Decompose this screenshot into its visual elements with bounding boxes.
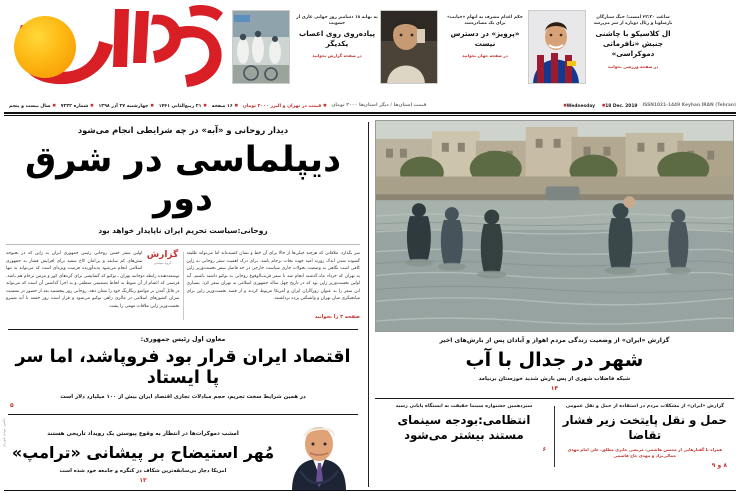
lead-body-columns <box>6 244 360 321</box>
third-story[interactable] <box>6 419 360 491</box>
header-rule-thick <box>4 112 736 114</box>
right-column <box>0 118 368 493</box>
sun-logo-icon <box>14 16 76 78</box>
teaser-headline: پیاده‌روی روی اعصاب یکدیگر <box>298 28 376 49</box>
teaser-clasico[interactable] <box>528 0 676 84</box>
teaser-musharraf[interactable] <box>380 0 528 84</box>
header-rule-thin <box>4 115 736 116</box>
info-year: ■ سال بیست و پنجم <box>9 103 56 109</box>
left-feature-subhead: شبکه فاضلاب شهری از پس بارش شدید خوزستان برنیامد <box>478 376 631 382</box>
third-kicker: امشب دموکرات‌ها در انتظار به وقوع پیوستن یک رویداد تاریخی هستند <box>47 431 239 438</box>
top-teaser-strip <box>0 0 740 98</box>
teaser-footer: در صفحه ورزشی بخوانید <box>607 63 659 69</box>
second-page-number[interactable]: ۵ <box>10 402 14 410</box>
see-page-link[interactable]: صفحه ۳ را بخوانید <box>314 313 360 320</box>
second-kicker: معاون اول رئیس جمهوری: <box>140 335 226 344</box>
main-content <box>0 118 740 493</box>
photo-credit: عکس: مهدی بلوریان <box>2 418 6 448</box>
teaser-walk-text <box>294 10 380 59</box>
info-weekday-latin: ■ Wednesday <box>561 103 595 109</box>
bottom-subhead: همراه با گفتارهایی از محسن هاشمی، مرتضی جابری مطلق، علی امام مهدی جمالی‌نژاد و مهدی حاج قاسمی <box>567 446 723 459</box>
info-date-bar <box>0 99 740 112</box>
bottom-kicker: گزارش «ایران» از مشکلات مردم در استفاده از حمل و نقل عمومی <box>565 403 724 409</box>
lead-kicker: دیدار روحانی و «آبه» در چه شرایطی انجام می‌شود <box>77 125 289 135</box>
info-gregorian-date: ■ 18 Dec. 2019 <box>600 103 638 109</box>
bottom-story-transport[interactable] <box>556 404 734 469</box>
bottom-headline: انتظامی:بودجه سینمای مستند بیشتر می‌شود <box>397 412 531 442</box>
teaser-footer: در صفحه گزارش بخوانید <box>312 53 362 59</box>
lead-paragraph: اولین سفر حسن روحانی رئیس جمهوری ایران به ژاپن که در بحبوحه تنش‌های کم سابقه و بی‌امان کاخ سفید برای افزایش فشار به جمهوری اسلامی انجام می‌شود پدیدآورنده فرصت ویژه‌ای است که می‌تواند به تنها توسعه‌دهنده رابطه دوجانبه تهران ـ توکیو که گشایشی برای گره‌های کور و مزمن برجام هم باشد. فرصتی که اغتنام از آن منوط به لحاظ تصمیمی منطقی و به اجرا گذاشتن آن است که می‌تواند در قائل آمدن بر مواضع رنگارنگ خود را نشان دهد. روحانی روز پنجشنبه بعد از حضور در نشست سران کشورهای اسلامی در مالزی راهی توکیو می‌شود و قرار است روز جمعه با آبه شینزو نخست‌وزیر ژاپن ملاقات مهمی را پشت <box>6 251 180 309</box>
teaser-kicker: حکم اعدام مشرف به اتهام «خیانت» برای یک مصادره‌شد <box>447 15 523 27</box>
bottom-divider <box>554 406 555 467</box>
teaser-kicker: به بهانه ۱۸ دسامبر روز جهانی عاری از خشونت <box>296 15 378 27</box>
teaser-headline: «پرویز» در دسترس نیست <box>450 28 520 49</box>
teaser-walk-photo <box>232 10 290 84</box>
footer-rule <box>4 490 736 491</box>
teaser-clasico-photo <box>528 10 586 84</box>
left-feature-kicker: گزارش «ایران» از وضعیت زندگی مردم اهواز و آبادان پس از بارش‌های اخیر <box>439 337 670 344</box>
lead-body-col-1 <box>6 250 180 321</box>
column-divider <box>368 122 369 487</box>
bottom-kicker: سیزدهمین جشنواره سینما حقیقت به ایستگاه پایانی رسید <box>395 403 533 409</box>
info-hijri-date: ■ ۲۱ ربیع‌الثانی ۱۴۴۱ <box>159 103 207 109</box>
teaser-clasico-text <box>590 10 676 70</box>
divider-rule <box>8 414 358 415</box>
lead-paragraph: سر بگذارد. ملاقاتی که هرچند خیلی‌ها از حالا برای آن خط و نشان کشیده‌اند اما می‌تواند طلیعه گشوده شدن اندک روزنه امید جهت نجات برجام باشد. برای درک اهمیت سفر روحانی به ژاپن کافی است نگاهی به وضعیت تحولات جاری سیاست خارجی در حد فاصل سفر نخست‌وزیر ژاپن به تهران که خرداد ماه گذشته انجام شد تا سفر قریب‌الوقوع روحانی به توکیو داشته باشیم. آبه اولین نخست‌وزیر ژاپن بود که در تاریخ چهل ساله جمهوری اسلامی به تهران سفر کرد. بسیاری این سفر را به عنوان روزگاران ایران و آمریکا مربوط کردند و از قصد نخست‌وزیر ژاپن برای میانجیگری میان تهران و واشنگتن پرده برداشتند. <box>186 251 360 302</box>
divider-rule <box>375 398 734 399</box>
bottom-page-number[interactable]: ۸ و ۹ <box>711 462 728 470</box>
second-headline: اقتصاد ایران قرار بود فروپاشد، اما سر پا ایستاد <box>15 347 351 389</box>
bottom-stories <box>375 404 734 469</box>
left-feature-headline: شهر در جدال با آب <box>465 349 644 371</box>
bottom-story-documentary[interactable] <box>375 404 553 469</box>
third-subhead: امریکا دچار بی‌سابقه‌ترین شکاف در کنگره و جامعه خود شده است <box>59 468 227 475</box>
info-issn: ISSN1021-1449 Keyhan IRAN (Tehran) <box>642 103 736 108</box>
teaser-footer: در صفحه جهان بخوانید <box>462 53 508 59</box>
teaser-musharraf-photo <box>380 10 438 84</box>
teaser-musharraf-text <box>442 10 528 59</box>
third-story-text <box>6 419 280 491</box>
left-feature[interactable] <box>375 337 734 392</box>
lead-headline: دیپلماسی در شرق دور <box>24 140 342 220</box>
third-headline: مُهر استیضاح بر پیشانی «ترامپ» <box>11 443 275 463</box>
teaser-headline: ال کلاسیکو با چاشنی جنبش «نافرمانی دموکراسی» <box>595 28 671 59</box>
trump-portrait-photo <box>280 419 358 491</box>
info-jalali-date: ■ چهارشنبه ۲۷ آذر ۱۳۹۸ <box>98 103 153 109</box>
second-subhead: در همین شرایط سخت تحریم، حجم مبادلات تجاری اقتصاد ایران بیش از ۱۰۰ میلیارد دلار است <box>60 394 306 401</box>
info-price-tehran: ■ قیمت در تهران و البرز ۲۰۰۰ تومان <box>243 103 327 109</box>
second-story[interactable] <box>6 335 360 409</box>
divider-rule <box>8 329 358 330</box>
third-page-number[interactable]: ۱۳ <box>139 477 147 485</box>
bottom-page-number[interactable]: ۶ <box>542 445 547 453</box>
info-issue: ■ شماره ۷۲۳۲ <box>61 103 94 109</box>
report-label: گزارش <box>146 250 179 261</box>
left-feature-page-number[interactable]: ۱۴ <box>550 385 559 392</box>
teaser-walk[interactable] <box>232 0 380 84</box>
info-pages: ■ ۱۶ صفحه <box>212 103 238 109</box>
teaser-kicker: ساعت ۲۳:۳۰ امشب؛ جنگ ستارگان بارسلونا و رئال دوباره از سر می‌رسد <box>593 15 673 27</box>
flooded-street-photo[interactable] <box>375 120 734 332</box>
info-price-provinces: قیمت استان‌ها / دیگر استان‌ها ۲۰۰۰ تومان <box>331 103 427 108</box>
bottom-headline: حمل و نقل پایتخت زیر فشار تقاضا <box>562 412 727 442</box>
lead-subhead: روحانی:سیاست تحریم ایران ناپایدار خواهد بود <box>98 226 268 236</box>
lead-body-col-2 <box>187 250 361 321</box>
report-label-block <box>146 250 180 265</box>
lead-story[interactable] <box>6 125 360 322</box>
report-sublabel: گروه سیاسی <box>153 261 172 266</box>
